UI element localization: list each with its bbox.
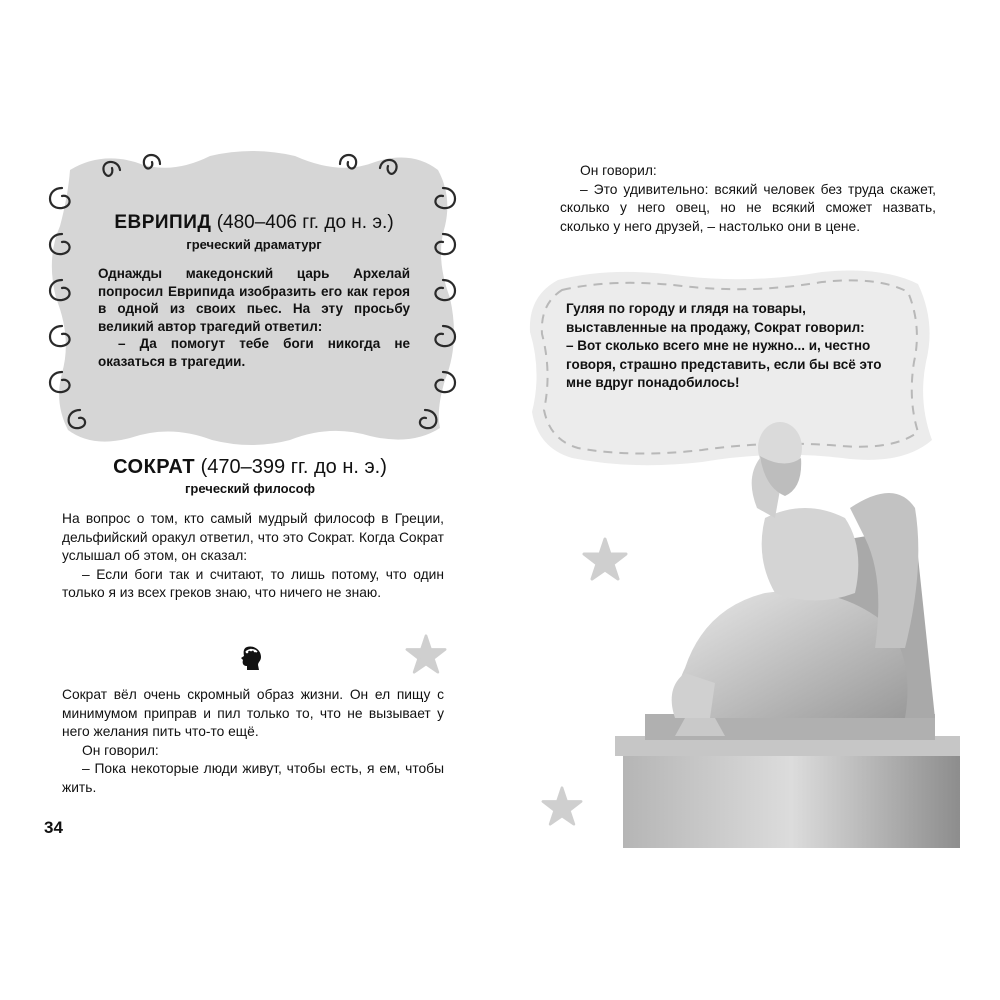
bubble-line1: Гуляя по городу и глядя на товары, выставленные на продажу, Сократ говорил: (566, 301, 865, 335)
laurel-head-icon (238, 644, 264, 672)
euripides-title (98, 212, 410, 234)
socrates-story-lifestyle (62, 686, 444, 797)
socrates-story-oracle (62, 510, 444, 603)
socrates-title (62, 456, 438, 478)
quote1-text: – Если боги так и считают, то лишь потому, что один только я из всех греков знаю, что ничего не знаю. (62, 566, 444, 600)
socrates-story-friends (560, 162, 936, 236)
said2-text: Он говорил: (82, 742, 159, 758)
quote3-text: – Это удивительно: всякий человек без труда скажет, сколько у него овец, но не всякий сможет назвать, сколько у него друзей, – настолько они в цене. (560, 181, 936, 234)
euripides-paragraph: Однажды македонский царь Архелай попросил Еврипида изобразить его как героя в одной из своих пьес. На эту просьбу великий автор трагедий ответил: (98, 266, 410, 334)
euripides-name: ЕВРИПИД (114, 212, 212, 233)
star-icon (541, 786, 583, 826)
bubble-line2: – Вот сколько всего мне не нужно... и, честно говоря, страшно представить, если бы всё это мне вдруг понадобилось! (566, 338, 882, 390)
star-icon (405, 634, 447, 674)
page-number: 34 (44, 818, 63, 837)
socrates-dates: (470–399 гг. до н. э.) (200, 456, 387, 478)
socrates-statue-image (615, 418, 960, 848)
euripides-role: греческий драматург (186, 237, 322, 252)
said3-text: Он говорил: (580, 163, 657, 178)
story2-text: Сократ вёл очень скромный образ жизни. Он ел пищу с минимумом приправ и пил только то, что не вызывает у него желания пить что-то ещё. (62, 687, 444, 739)
euripides-frame (40, 148, 465, 448)
socrates-header (62, 456, 438, 496)
star-icon (582, 537, 628, 581)
story1-text: На вопрос о том, кто самый мудрый философ в Греции, дельфийский оракул ответил, что это Сократ. Когда Сократ услышал об этом, он сказал: (62, 511, 444, 563)
euripides-quote: – Да помогут тебе боги никогда не оказаться в трагедии. (98, 336, 410, 369)
socrates-name: СОКРАТ (113, 456, 196, 478)
quote2-text: – Пока некоторые люди живут, чтобы есть, я ем, чтобы жить. (62, 761, 444, 795)
euripides-dates: (480–406 гг. до н. э.) (216, 212, 394, 233)
socrates-role: греческий философ (185, 481, 315, 496)
